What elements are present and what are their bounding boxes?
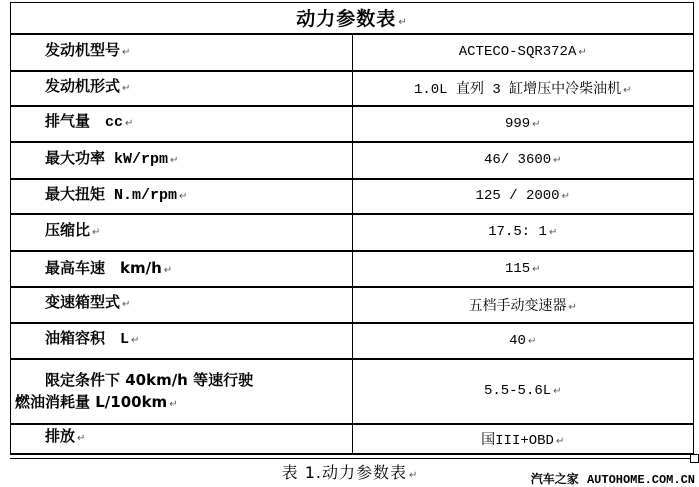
paragraph-mark-icon: ↵ <box>77 433 86 445</box>
table-row <box>11 214 694 251</box>
paragraph-mark-icon: ↵ <box>548 227 558 238</box>
param-value-fuel-consumption <box>352 359 694 424</box>
param-label-text: 限定条件下 40km/h 等速行驶 <box>45 370 254 389</box>
param-value-text: 999 <box>504 115 531 132</box>
watermark <box>531 470 695 487</box>
table-row <box>11 323 694 359</box>
param-label-engine-type <box>11 71 353 106</box>
param-value-text: 国III+OBD <box>481 432 554 449</box>
paragraph-mark-icon: ↵ <box>553 155 562 166</box>
param-value-text: 115 <box>504 260 531 277</box>
param-label-text: 发动机形式 <box>45 78 121 96</box>
param-label-text: 最高车速 km/h <box>45 259 162 278</box>
param-value-max-torque <box>352 179 694 214</box>
param-value-text: ACTECO-SQR372A <box>458 44 577 60</box>
watermark-site-url: AUTOHOME.COM.CN <box>586 473 695 487</box>
table-row <box>11 424 694 454</box>
text-boundary-rule <box>10 458 690 459</box>
param-label-text: 排气量 cc <box>45 114 124 132</box>
paragraph-mark-icon: ↵ <box>170 154 179 166</box>
param-value-text: 40 <box>509 332 526 349</box>
paragraph-mark-icon: ↵ <box>623 85 632 96</box>
param-label-engine-model <box>11 34 353 71</box>
param-label-top-speed <box>11 251 353 287</box>
paragraph-mark-icon: ↵ <box>532 263 541 275</box>
paragraph-mark-icon: ↵ <box>122 299 131 311</box>
param-label-text: 发动机型号 <box>45 42 121 60</box>
paragraph-mark-icon: ↵ <box>555 435 565 447</box>
table-title <box>11 3 694 34</box>
param-value-engine-model <box>352 34 694 71</box>
paragraph-mark-icon: ↵ <box>553 386 562 397</box>
table-row <box>11 34 694 71</box>
param-value-text: 125 / 2000 <box>475 188 560 204</box>
paragraph-mark-icon: ↵ <box>398 17 408 29</box>
param-value-engine-type <box>352 71 694 106</box>
param-value-text: 五档手动变速器 <box>468 298 567 315</box>
param-value-text: 17.5: 1 <box>488 224 547 240</box>
param-value-top-speed <box>352 251 694 287</box>
param-value-compression-ratio <box>352 214 694 251</box>
param-label-compression-ratio <box>11 214 353 251</box>
watermark-site-name: 汽车之家 <box>530 472 579 486</box>
table-row <box>11 106 694 142</box>
param-label-fuel-consumption <box>11 359 353 424</box>
param-label-text: 最大扭矩 N.m/rpm <box>45 186 178 204</box>
paragraph-mark-icon: ↵ <box>169 399 178 410</box>
paragraph-mark-icon: ↵ <box>163 265 173 277</box>
table-caption-text: 表 1.动力参数表 <box>281 463 407 482</box>
param-value-emission-standard <box>352 424 694 454</box>
param-value-text: 46/ 3600 <box>483 152 552 168</box>
power-parameters-table <box>10 2 694 455</box>
table-title-row <box>11 3 694 34</box>
table-row <box>11 251 694 287</box>
param-value-text: 5.5-5.6L <box>483 383 552 399</box>
paragraph-mark-icon: ↵ <box>122 46 131 58</box>
param-label-text: 油箱容积 L <box>45 331 130 349</box>
paragraph-mark-icon: ↵ <box>578 47 587 58</box>
paragraph-mark-icon: ↵ <box>92 226 101 238</box>
param-value-max-power <box>352 142 694 179</box>
param-label-text: 压缩比 <box>45 222 91 240</box>
table-row <box>11 287 694 323</box>
paragraph-mark-icon: ↵ <box>131 335 140 347</box>
paragraph-mark-icon: ↵ <box>527 335 537 347</box>
param-label-gearbox-type <box>11 287 353 323</box>
table-row <box>11 179 694 214</box>
paragraph-mark-icon: ↵ <box>125 118 134 130</box>
paragraph-mark-icon: ↵ <box>179 190 188 202</box>
param-label-fuel-tank-capacity <box>11 323 353 359</box>
table-row <box>11 359 694 424</box>
paragraph-mark-icon: ↵ <box>532 118 541 130</box>
paragraph-mark-icon: ↵ <box>408 470 418 481</box>
param-label-text: 排放 <box>45 429 76 447</box>
table-title-text: 动力参数表 <box>296 8 397 31</box>
paragraph-mark-icon: ↵ <box>122 82 131 94</box>
param-label-max-torque <box>11 179 353 214</box>
param-value-text: 1.0L 直列 3 缸增压中冷柴油机 <box>413 82 622 98</box>
table-row <box>11 71 694 106</box>
param-label-text: 变速箱型式 <box>45 295 121 313</box>
param-label-max-power <box>11 142 353 179</box>
param-value-fuel-tank-capacity <box>352 323 694 359</box>
param-value-gearbox-type <box>352 287 694 323</box>
paragraph-mark-icon: ↵ <box>561 191 570 202</box>
param-label-emission-standard <box>11 424 353 454</box>
param-label-displacement <box>11 106 353 142</box>
paragraph-mark-icon: ↵ <box>568 301 577 313</box>
param-label-text: 最大功率 kW/rpm <box>45 150 169 168</box>
table-row <box>11 142 694 179</box>
param-label-text: 燃油消耗量 L/100km <box>15 393 168 411</box>
param-value-displacement <box>352 106 694 142</box>
